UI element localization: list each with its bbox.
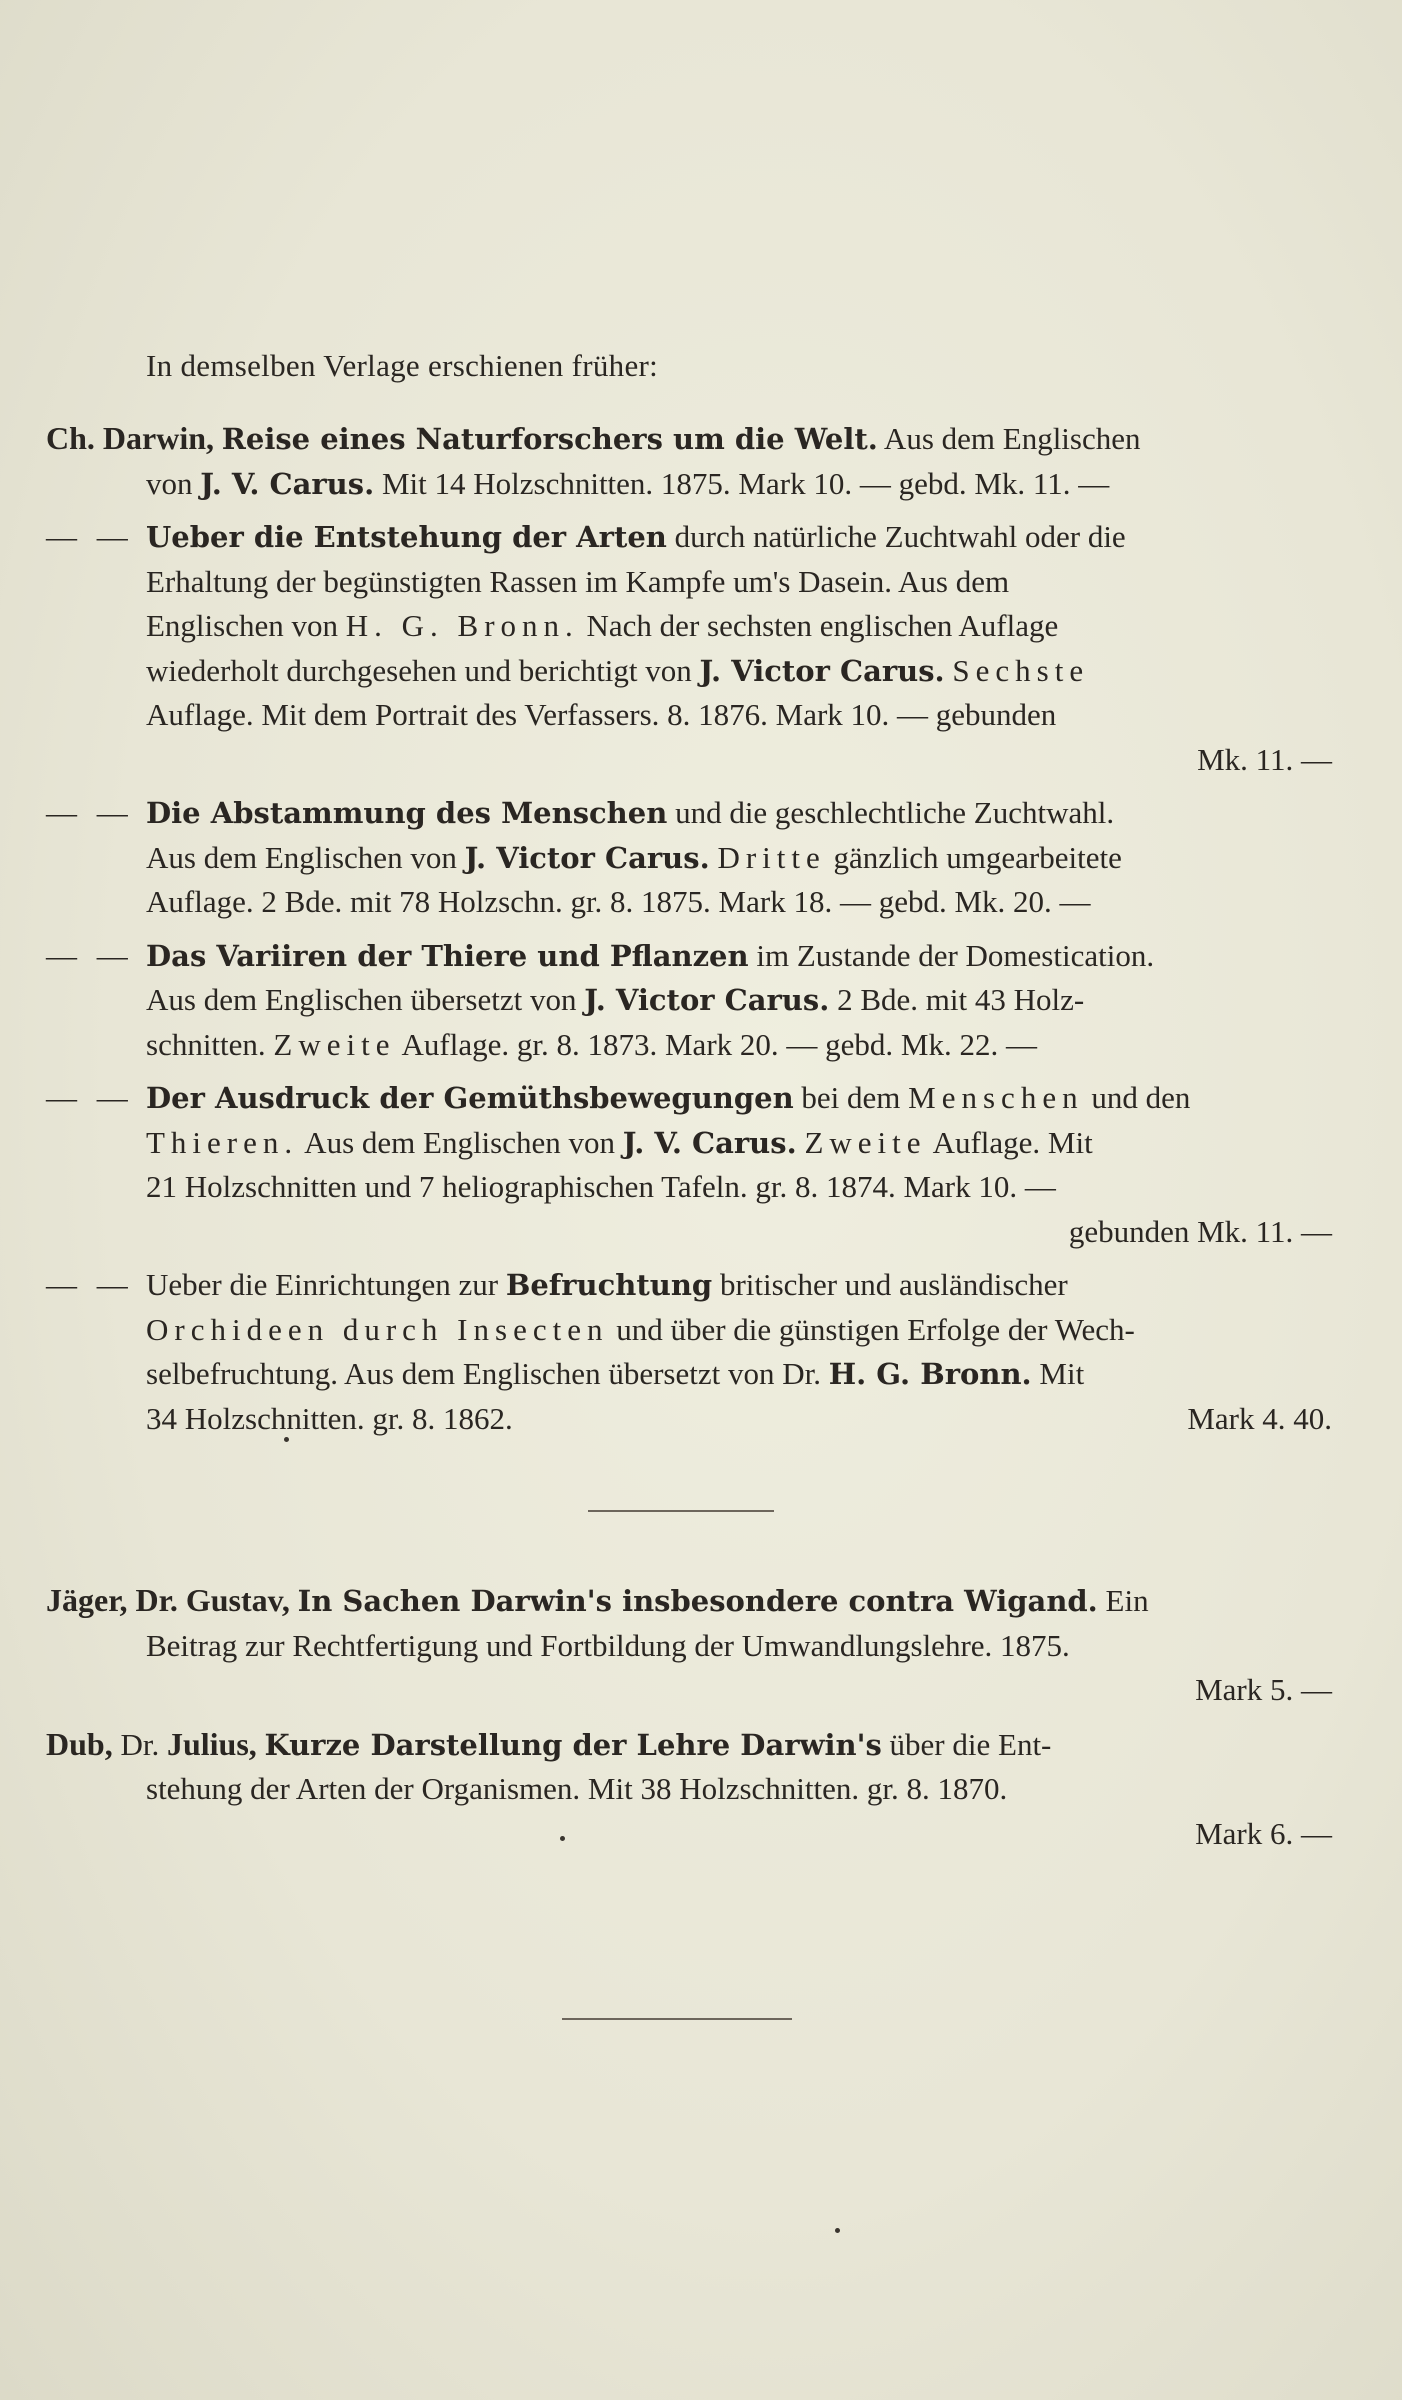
book-title: Kurze Darstellung der Lehre Darwin's <box>264 1727 882 1762</box>
entry-line: Orchideen durch Insecten und über die günstigen Erfolge der Wech- <box>146 1311 1135 1347</box>
entry-line: — — Das Variiren der Thiere und Pflanzen im Zustande der Domestication. <box>46 937 1155 973</box>
book-entry <box>46 515 1332 782</box>
book-title: Das Variiren der Thiere und Pflanzen <box>146 938 749 973</box>
author-name: Ch. Darwin, <box>46 420 215 456</box>
entry-line: Mark 6. — <box>1195 1815 1332 1851</box>
entry-line: wiederholt durchgesehen und berichtigt von J. Victor Carus. Sechste <box>146 652 1090 688</box>
entry-line: Aus dem Englischen übersetzt von J. Victor Carus. 2 Bde. mit 43 Holz- <box>146 982 1085 1017</box>
other-authors-list <box>46 1578 1332 1865</box>
intro-heading: In demselben Verlage erschienen früher: <box>146 348 659 383</box>
book-title: Reise eines Naturforschers um die Welt. <box>221 422 878 456</box>
entry-line: Jäger, Dr. Gustav, In Sachen Darwin's insbesondere contra Wigand. Ein <box>46 1582 1149 1618</box>
entry-line: Auflage. 2 Bde. mit 78 Holzschn. gr. 8. 1875. Mark 18. — gebd. Mk. 20. — <box>146 884 1091 919</box>
entry-line: 21 Holzschnitten und 7 heliographischen Tafeln. gr. 8. 1874. Mark 10. — <box>146 1169 1056 1204</box>
entry-line: — — Ueber die Einrichtungen zur Befruchtung britischer und ausländischer <box>46 1267 1068 1302</box>
entry-line: Mk. 11. — <box>1197 741 1332 777</box>
entry-line: — — Die Abstammung des Menschen und die geschlechtliche Zuchtwahl. <box>46 795 1115 830</box>
entry-line: gebunden Mk. 11. — <box>1068 1213 1332 1249</box>
entry-line: Dub, Dr. Julius, Kurze Darstellung der Lehre Darwin's über die Ent- <box>46 1725 1052 1762</box>
book-title: In Sachen Darwin's insbesondere contra Wigand. <box>297 1584 1098 1618</box>
entry-line: 34 Holzschnitten. gr. 8. 1862. Mark 4. 40. <box>146 1400 1332 1436</box>
entry-line: Erhaltung der begünstigten Rassen im Kampfe um's Dasein. Aus dem <box>146 563 1010 599</box>
publisher-list <box>46 348 1332 1450</box>
book-entry <box>46 1578 1332 1713</box>
ink-speck <box>560 1836 565 1841</box>
entry-line: Beitrag zur Rechtfertigung und Fortbildung der Umwandlungslehre. 1875. <box>146 1627 1070 1663</box>
book-entry <box>46 1076 1332 1254</box>
entry-line: Englischen von H. G. Bronn. Nach der sechsten englischen Auflage <box>146 608 1059 643</box>
book-entry <box>46 791 1332 925</box>
book-entry <box>46 416 1332 506</box>
entry-line: Aus dem Englischen von J. Victor Carus. Dritte gänzlich umgearbeitete <box>146 839 1122 875</box>
entry-line: schnitten. Zweite Auflage. gr. 8. 1873. Mark 20. — gebd. Mk. 22. — <box>146 1026 1037 1062</box>
book-entry <box>46 1722 1332 1857</box>
entry-line: — — Ueber die Entstehung der Arten durch natürliche Zuchtwahl oder die <box>46 519 1126 554</box>
ink-speck <box>835 2228 840 2233</box>
author-name: Jäger, <box>46 1582 136 1618</box>
section-divider <box>588 1510 774 1512</box>
book-entry <box>46 934 1332 1068</box>
entry-line: Auflage. Mit dem Portrait des Verfassers. 8. 1876. Mark 10. — gebunden <box>146 697 1057 732</box>
entry-line: Mark 5. — <box>1195 1672 1332 1707</box>
ink-speck <box>284 1437 289 1442</box>
section-divider <box>562 2018 792 2020</box>
entry-line: Thieren. Aus dem Englischen von J. V. Carus. Zweite Auflage. Mit <box>146 1124 1093 1160</box>
entry-line: selbefruchtung. Aus dem Englischen übersetzt von Dr. H. G. Bronn. Mit <box>146 1356 1085 1391</box>
book-title: Die Abstammung des Menschen <box>146 796 668 830</box>
entry-line: von J. V. Carus. Mit 14 Holzschnitten. 1875. Mark 10. — gebd. Mk. 11. — <box>146 465 1110 501</box>
book-entry <box>46 1263 1332 1441</box>
author-name: Dub, <box>46 1725 113 1762</box>
book-title: Ueber die Entstehung der Arten <box>146 520 667 554</box>
entry-line: — — Der Ausdruck der Gemüthsbewegungen bei dem Menschen und den <box>46 1080 1191 1115</box>
book-title: Der Ausdruck der Gemüthsbewegungen <box>146 1081 794 1115</box>
entry-line: stehung der Arten der Organismen. Mit 38 Holzschnitten. gr. 8. 1870. <box>146 1771 1008 1806</box>
entry-line: Ch. Darwin, Reise eines Naturforschers um die Welt. Aus dem Englischen <box>46 420 1141 456</box>
